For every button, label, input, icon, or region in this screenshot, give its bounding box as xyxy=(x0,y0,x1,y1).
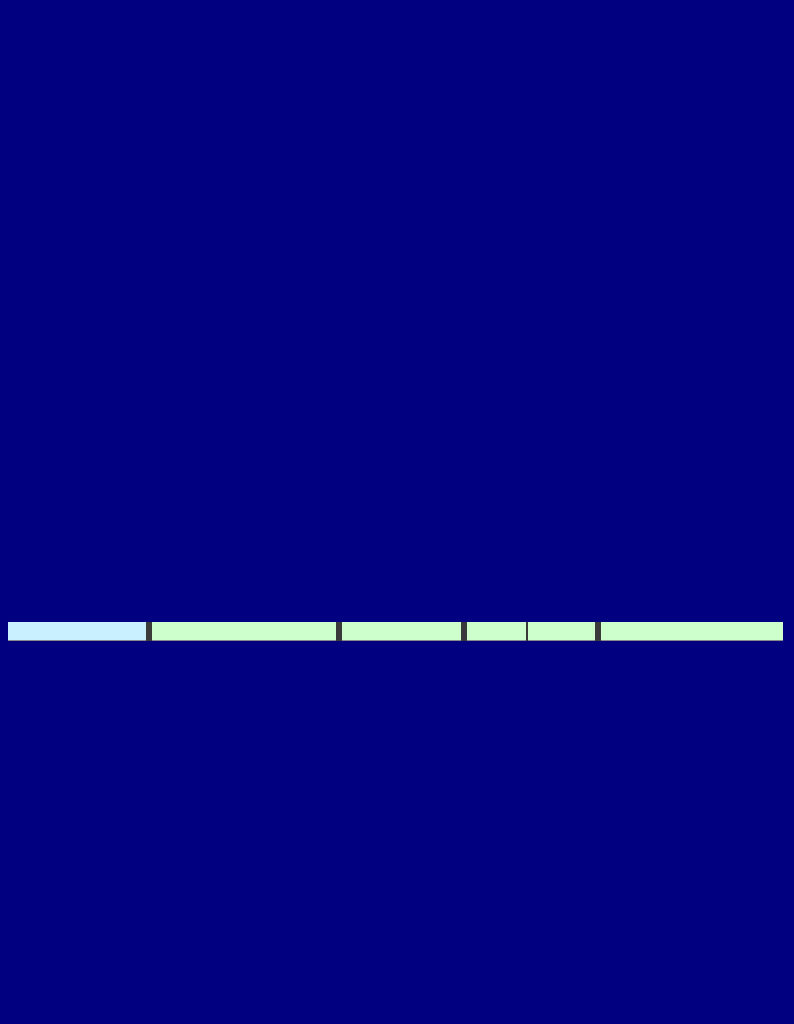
header-rr xyxy=(467,622,526,641)
header-finishes xyxy=(342,622,461,641)
table-bottom xyxy=(0,622,794,641)
header-winners xyxy=(601,622,783,641)
section-banner xyxy=(0,568,794,622)
header-division xyxy=(8,622,146,641)
header-de xyxy=(528,622,595,641)
header-teams xyxy=(152,622,336,641)
